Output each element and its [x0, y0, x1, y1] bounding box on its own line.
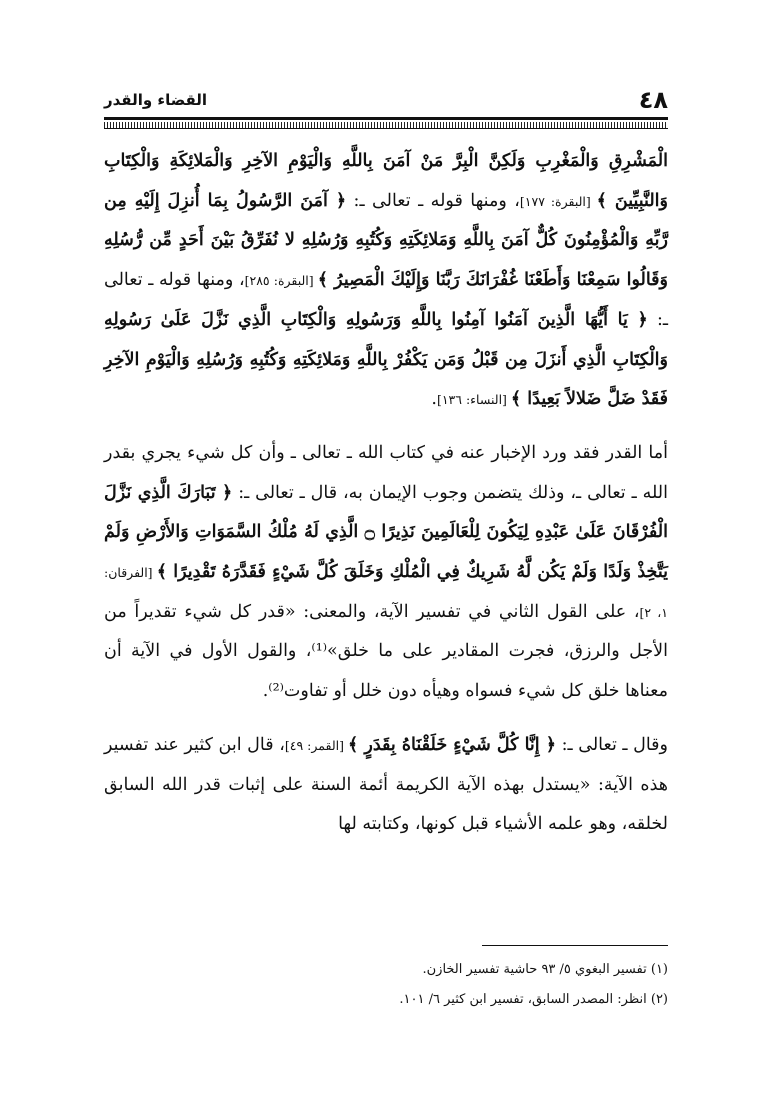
body-text-run: ⁽²⁾ [268, 681, 284, 702]
body-text-run: وقال ـ تعالى ـ: [556, 734, 669, 755]
footnote-text: انظر: المصدر السابق، تفسير ابن كثير ٦/ ١٠١. [399, 992, 647, 1007]
quran-verse: ﴿ آمَنَ الرَّسُولُ بِمَا أُنزِلَ إِلَيْهِ مِن رَّبِّهِ وَالْمُؤْمِنُونَ كُلٌّ آمَنَ بِاللَّهِ وَمَلائِكَتِهِ وَكُتُبِهِ وَرُسُلِهِ لا نُفَرِّقُ بَيْنَ أَحَدٍ مِّن رُّسُلِهِ وَقَالُوا سَمِعْنَا وَأَطَعْنَا غُفْرَانَكَ رَبَّنَا وَإِلَيْكَ الْمَصِيرُ ﴾ [104, 190, 668, 291]
verse-reference: [البقرة: ١٧٧] [519, 193, 597, 209]
quran-verse: ﴿ يَا أَيُّهَا الَّذِينَ آمَنُوا آمِنُوا بِاللَّهِ وَرَسُولِهِ وَالْكِتَابِ الَّذِي نَزَّلَ عَلَىٰ رَسُولِهِ وَالْكِتَابِ الَّذِي أَنزَلَ مِن قَبْلُ وَمَن يَكْفُرْ بِاللَّهِ وَمَلائِكَتِهِ وَكُتُبِهِ وَرُسُلِهِ وَالْيَوْمِ الآخِرِ فَقَدْ ضَلَّ ضَلالاً بَعِيدًا ﴾ [104, 309, 668, 410]
footnotes [104, 955, 668, 1015]
body-text-run: ، والقول الأول في الآية أن معناها خلق كل شيء فسواه وهيأه دون خلل أو تفاوت [104, 641, 668, 702]
page-number: ٤٨ [638, 86, 668, 114]
footnote-separator [482, 945, 668, 946]
body-text-run: . [431, 389, 437, 410]
header-rule [104, 117, 668, 120]
body-text-run: ⁽¹⁾ [311, 641, 328, 662]
verse-reference: [القمر: ٤٩] [284, 737, 349, 753]
quran-verse: ﴿ تَبَارَكَ الَّذِي نَزَّلَ الْفُرْقَانَ عَلَىٰ عَبْدِهِ لِيَكُونَ لِلْعَالَمِينَ نَذِيرًا ۝ الَّذِي لَهُ مُلْكُ السَّمَوَاتِ وَالأَرْضِ وَلَمْ يَتَّخِذْ وَلَدًا وَلَمْ يَكُن لَّهُ شَرِيكٌ فِي الْمُلْكِ وَخَلَقَ كُلَّ شَيْءٍ فَقَدَّرَهُ تَقْدِيرًا ﴾ [104, 482, 668, 583]
page-header [104, 86, 668, 114]
body-text-run: ، ومنها قوله ـ تعالى ـ: [104, 270, 669, 330]
footnote-text: تفسير البغوي ٥/ ٩٣ حاشية تفسير الخازن. [422, 962, 647, 977]
paragraph [104, 434, 668, 712]
quran-verse: ﴿ إِنَّا كُلَّ شَيْءٍ خَلَقْنَاهُ بِقَدَرٍ ﴾ [348, 734, 557, 755]
footnote-1 [104, 955, 668, 985]
running-title: القضاء والقدر [104, 91, 208, 109]
body-text [104, 142, 668, 845]
paragraph [104, 142, 668, 420]
quran-verse: الْمَشْرِقِ وَالْمَغْرِبِ وَلَكِنَّ الْبِرَّ مَنْ آمَنَ بِاللَّهِ وَالْيَوْمِ الآخِرِ وَالْمَلائِكَةِ وَالْكِتَابِ وَالنَّبِيِّينَ ﴾ [104, 151, 668, 211]
body-text-run: ، قال ابن كثير عند تفسير هذه الآية: «يستدل بهذه الآية الكريمة أئمة السنة على إثبات قدر الله السابق لخلقه، وهو علمه الأشياء قبل كونها، وكتابته لها [104, 734, 668, 835]
footnote-number: (١) [650, 962, 668, 977]
header-hatch-rule [104, 122, 668, 129]
body-text-run: ، على القول الثاني في تفسير الآية، والمعنى: «قدر كل شيء تقديراً من الأجل والرزق، فجرت المقادير على ما خلق» [104, 601, 668, 662]
verse-reference: [النساء: ١٣٦] [436, 392, 511, 408]
verse-reference: [البقرة: ٢٨٥] [244, 273, 318, 289]
footnote-2 [104, 985, 668, 1015]
paragraph [104, 726, 668, 845]
footnote-number: (٢) [650, 992, 668, 1007]
body-text-run: . [262, 681, 269, 702]
body-text-run: أما القدر فقد ورد الإخبار عنه في كتاب الله ـ تعالى ـ وأن كل شيء يجري بقدر الله ـ تعالى ـ، وذلك يتضمن وجوب الإيمان به، قال ـ تعالى ـ: [104, 442, 668, 503]
body-text-run: ، ومنها قوله ـ تعالى ـ: [346, 190, 520, 211]
verse-reference: [الفرقان: ١، ٢] [104, 565, 668, 620]
